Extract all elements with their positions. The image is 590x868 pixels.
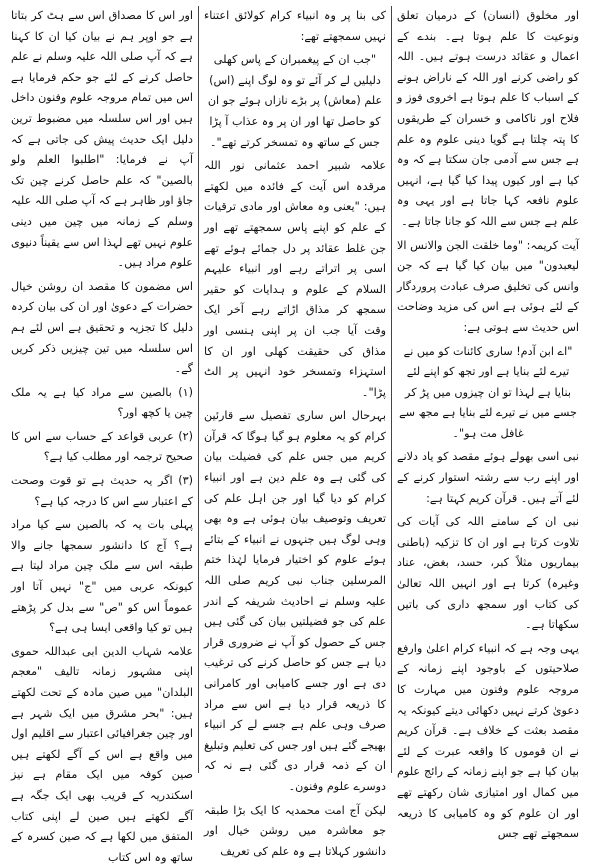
paragraph: علامہ شہاب الدین ابی عبداللہ حموی اپنی مشہور زمانہ تالیف "معجم البلدان" میں صین مادہ کے تحت لکھتے ہیں: "بحر مشرق میں ایک شہر ہے اور چین جغرافیائی اعتبار سے اقلیم اول میں واقع ہے اس کے آگے لکھتے ہیں صین کوفہ میں ایک مقام ہے نیز اسکندریہ کے قریب بھی ایک جگہ ہے آگے لکھتے ہیں صین لے اپنی کتاب المتفق میں لکھا ہے کہ صین کسرہ کے ساتھ وہ اس کتاب [11,644,193,864]
numbered-point: (۳) اگر یہ حدیث ہے تو قوت وصحت کے اعتبار سے اس کا درجہ کیا ہے؟ [11,474,193,508]
paragraph: اور اس کا مصداق اس سے ہٹ کر بتاتا ہے جو اوپر ہم نے بیان کیا ان کا کہنا ہے کہ آپ صلی اللہ علیہ وسلم نے علم حاصل کرنے کے لئے جو حکم فرمایا ہے اس میں تمام مروجہ علوم وفنون داخل ہیں اور اس سلسلہ میں مضبوط ترین دلیل ایک حدیث پیش کی جاتی ہے کہ آپ نے فرمایا: "اطلبوا العلم ولو بالصین" کہ علم حاصل کرنے چین تک جاؤ اور ظاہر ہے کہ آپ صلی اللہ علیہ وسلم کے زمانہ میں چین میں دینی علوم نہیں تھے لہذا اس سے یقیناً دنیوی علوم مراد ہیں۔ [11,9,193,270]
paragraph: کی بنا پر وہ انبیاء کرام کولائق اعتناء نہیں سمجھتے تھے: [204,9,386,43]
numbered-point: (۲) عربی قواعد کے حساب سے اس کا صحیح ترجمہ اور مطلب کیا ہے؟ [11,429,193,464]
paragraph: نبی اسی بھولے ہوئے مقصد کو یاد دلانے اور اپنے رب سے رشتہ استوار کرنے کے لئے آتے ہیں۔ قرآن کریم کہتا ہے: [397,450,579,505]
quoted-verse: "جب ان کے پیغمبران کے پاس کھلی دلیلیں لے کر آئے تو وہ لوگ اپنے (اس) علم (معاش) پر بڑے نازاں ہوئے جو ان کو حاصل تھا اور ان پر وہ عذاب آ پڑا جس کے ساتھ وہ تمسخر کرتے تھے"۔ [207,53,383,149]
text-column-right [392,6,584,841]
paragraph: اس مضمون کا مقصد ان روشن خیال حضرات کے دعویٰ اور ان کی بیان کردہ دلیل کا تجزیہ و تحقیق ہے اس لئے ہم اس سلسلہ میں تین چیزیں ذکر کریں گے۔ [11,279,193,376]
paragraph: لیکن آج امت محمدیہ کا ایک بڑا طبقہ جو معاشرہ میں روشن خیال اور دانشور کہلاتا ہے وہ علم کی تعریف [204,803,386,858]
quoted-hadith: "اے ابن آدم! ساری کائنات کو میں نے تیرے لئے بنایا ہے اور تجھ کو اپنے لئے بنایا ہے لہذا تو ان چیزوں میں پڑ کر جسے میں نے تیرے لئے بنایا ہے مجھ سے غافل مت ہو"۔ [399,344,577,440]
paragraph: آیت کریمہ: "وما خلقت الجن والانس الا لیعبدون" میں بیان کیا گیا ہے کہ جن وانس کی تخلیق صرف عبادت پروردگار کے لئے ہوئی ہے اس کی مزید وضاحت اس حدیث سے ہوتی ہے: [397,238,579,334]
paragraph: علامہ شبیر احمد عثمانی نور اللہ مرقدہ اس آیت کے فائدہ میں لکھتے ہیں: "یعنی وہ معاش اور مادی ترقیات کے علم کو اپنے پاس سمجھتے تھے اور جن غلط عقائد پر دل جمائے ہوئے تھے اسی پر اتراتے رہے اور انبیاء علیہم السلام کے علوم و ہدایات کو حقیر سمجھ کر مذاق اڑاتے رہے آخر ایک وقت آیا جب ان پر اپنی ہنسی اور مذاق کی حقیقت کھلی اور ان کا استہزاء وتمسخر خود انہیں پر الٹ پڑا"۔ [204,159,386,399]
text-column-middle [199,6,391,858]
paragraph: نبی ان کے سامنے اللہ کی آیات کی تلاوت کرتا ہے اور ان کا تزکیہ (باطنی بیماریوں مثلاً کبر، حسد، بغض، عناد وغیرہ) کرتا ہے اور انہیں اللہ تعالیٰ کی کتاب اور سمجھ داری کی باتیں سکھاتا ہے۔ [397,515,579,632]
paragraph: پہلی بات یہ کہ بالصین سے کیا مراد ہے؟ آج کا دانشور سمجھا جانے والا طبقہ اس سے ملک چین مراد لیتا ہے کیونکہ عربی میں "ج" نہیں آتا اور عموماً اس کو "ص" سے بدل کر پڑھتے ہیں تو کیا واقعی ایسا ہی ہے؟ [11,518,193,635]
paragraph: بہرحال اس ساری تفصیل سے قارئین کرام کو یہ معلوم ہو گیا ہوگا کہ قرآن کریم میں جس علم کی فضیلت بیان کی گئی ہے وہ علم دین ہے اور انبیاء کرام کو دیا گیا اور جن اہل علم کی تعریف وتوصیف بیان ہوئی ہے وہ بھی وہی لوگ ہیں جنہوں نے انبیاء کے بتائے ہوئے علوم کو اختیار فرمایا لہٰذا ختم المرسلین جناب نبی کریم صلی اللہ علیہ وسلم نے احادیث شریفہ کے اندر علم کی جو فضیلتیں بیان کی گئی ہیں جس کے حصول کو آپ نے ضروری قرار دیا ہے جس کو حاصل کرنے کی ترغیب دی ہے اور جسے کامیابی اور کامرانی کا ذریعہ قرار دیا ہے اس سے مراد صرف وہی علم ہے جسے لے کر انبیاء بھیجے گئے ہیں اور جس کی تعلیم وتبلیغ ان کے ذمہ قرار دی گئی ہے نہ کہ دوسرے علوم وفنون۔ [204,409,386,793]
paragraph: یہی وجہ ہے کہ انبیاء کرام اعلیٰ وارفع صلاحیتوں کے باوجود اپنے زمانہ کے مروجہ علوم وفنون میں مہارت کا دعویٰ کرتے نہیں دکھائی دیتے کیونکہ یہ مقصد بعثت کے خلاف ہے۔ قرآن کریم نے ان قوموں کا واقعہ عبرت کے لئے بیان کیا ہے جو اپنے زمانہ کے رائج علوم میں کمال اور امتیازی شان رکھتے تھے اور ان علوم کو وہ کامیابی کا ذریعہ سمجھتے تھے جس [397,641,579,841]
text-column-left [6,6,198,864]
paragraph: اور مخلوق (انسان) کے درمیان تعلق ونوعیت کا علم ہوتا ہے۔ بندے کے اعمال و عقائد درست ہوتے ہیں۔ اللہ کو راضی کرنے اور اللہ کے ناراض ہونے کے اسباب کا علم ہوتا ہے اخروی فوز و فلاح اور ناکامی و خسران کے طریقوں کا پتہ چلتا ہے گویا دینی علوم وہ علم ہے جس سے آدمی جان سکتا ہے کہ وہ کیا ہے اور کیوں پیدا کیا گیا ہے، انہیں علوم نافعہ کہا جاتا ہے اور یہی وہ علم ہے جس سے اللہ کو جانا جاتا ہے۔ [397,9,579,228]
numbered-point: (۱) بالصین سے مراد کیا ہے یہ ملک چین یا کچھ اور؟ [11,385,193,420]
